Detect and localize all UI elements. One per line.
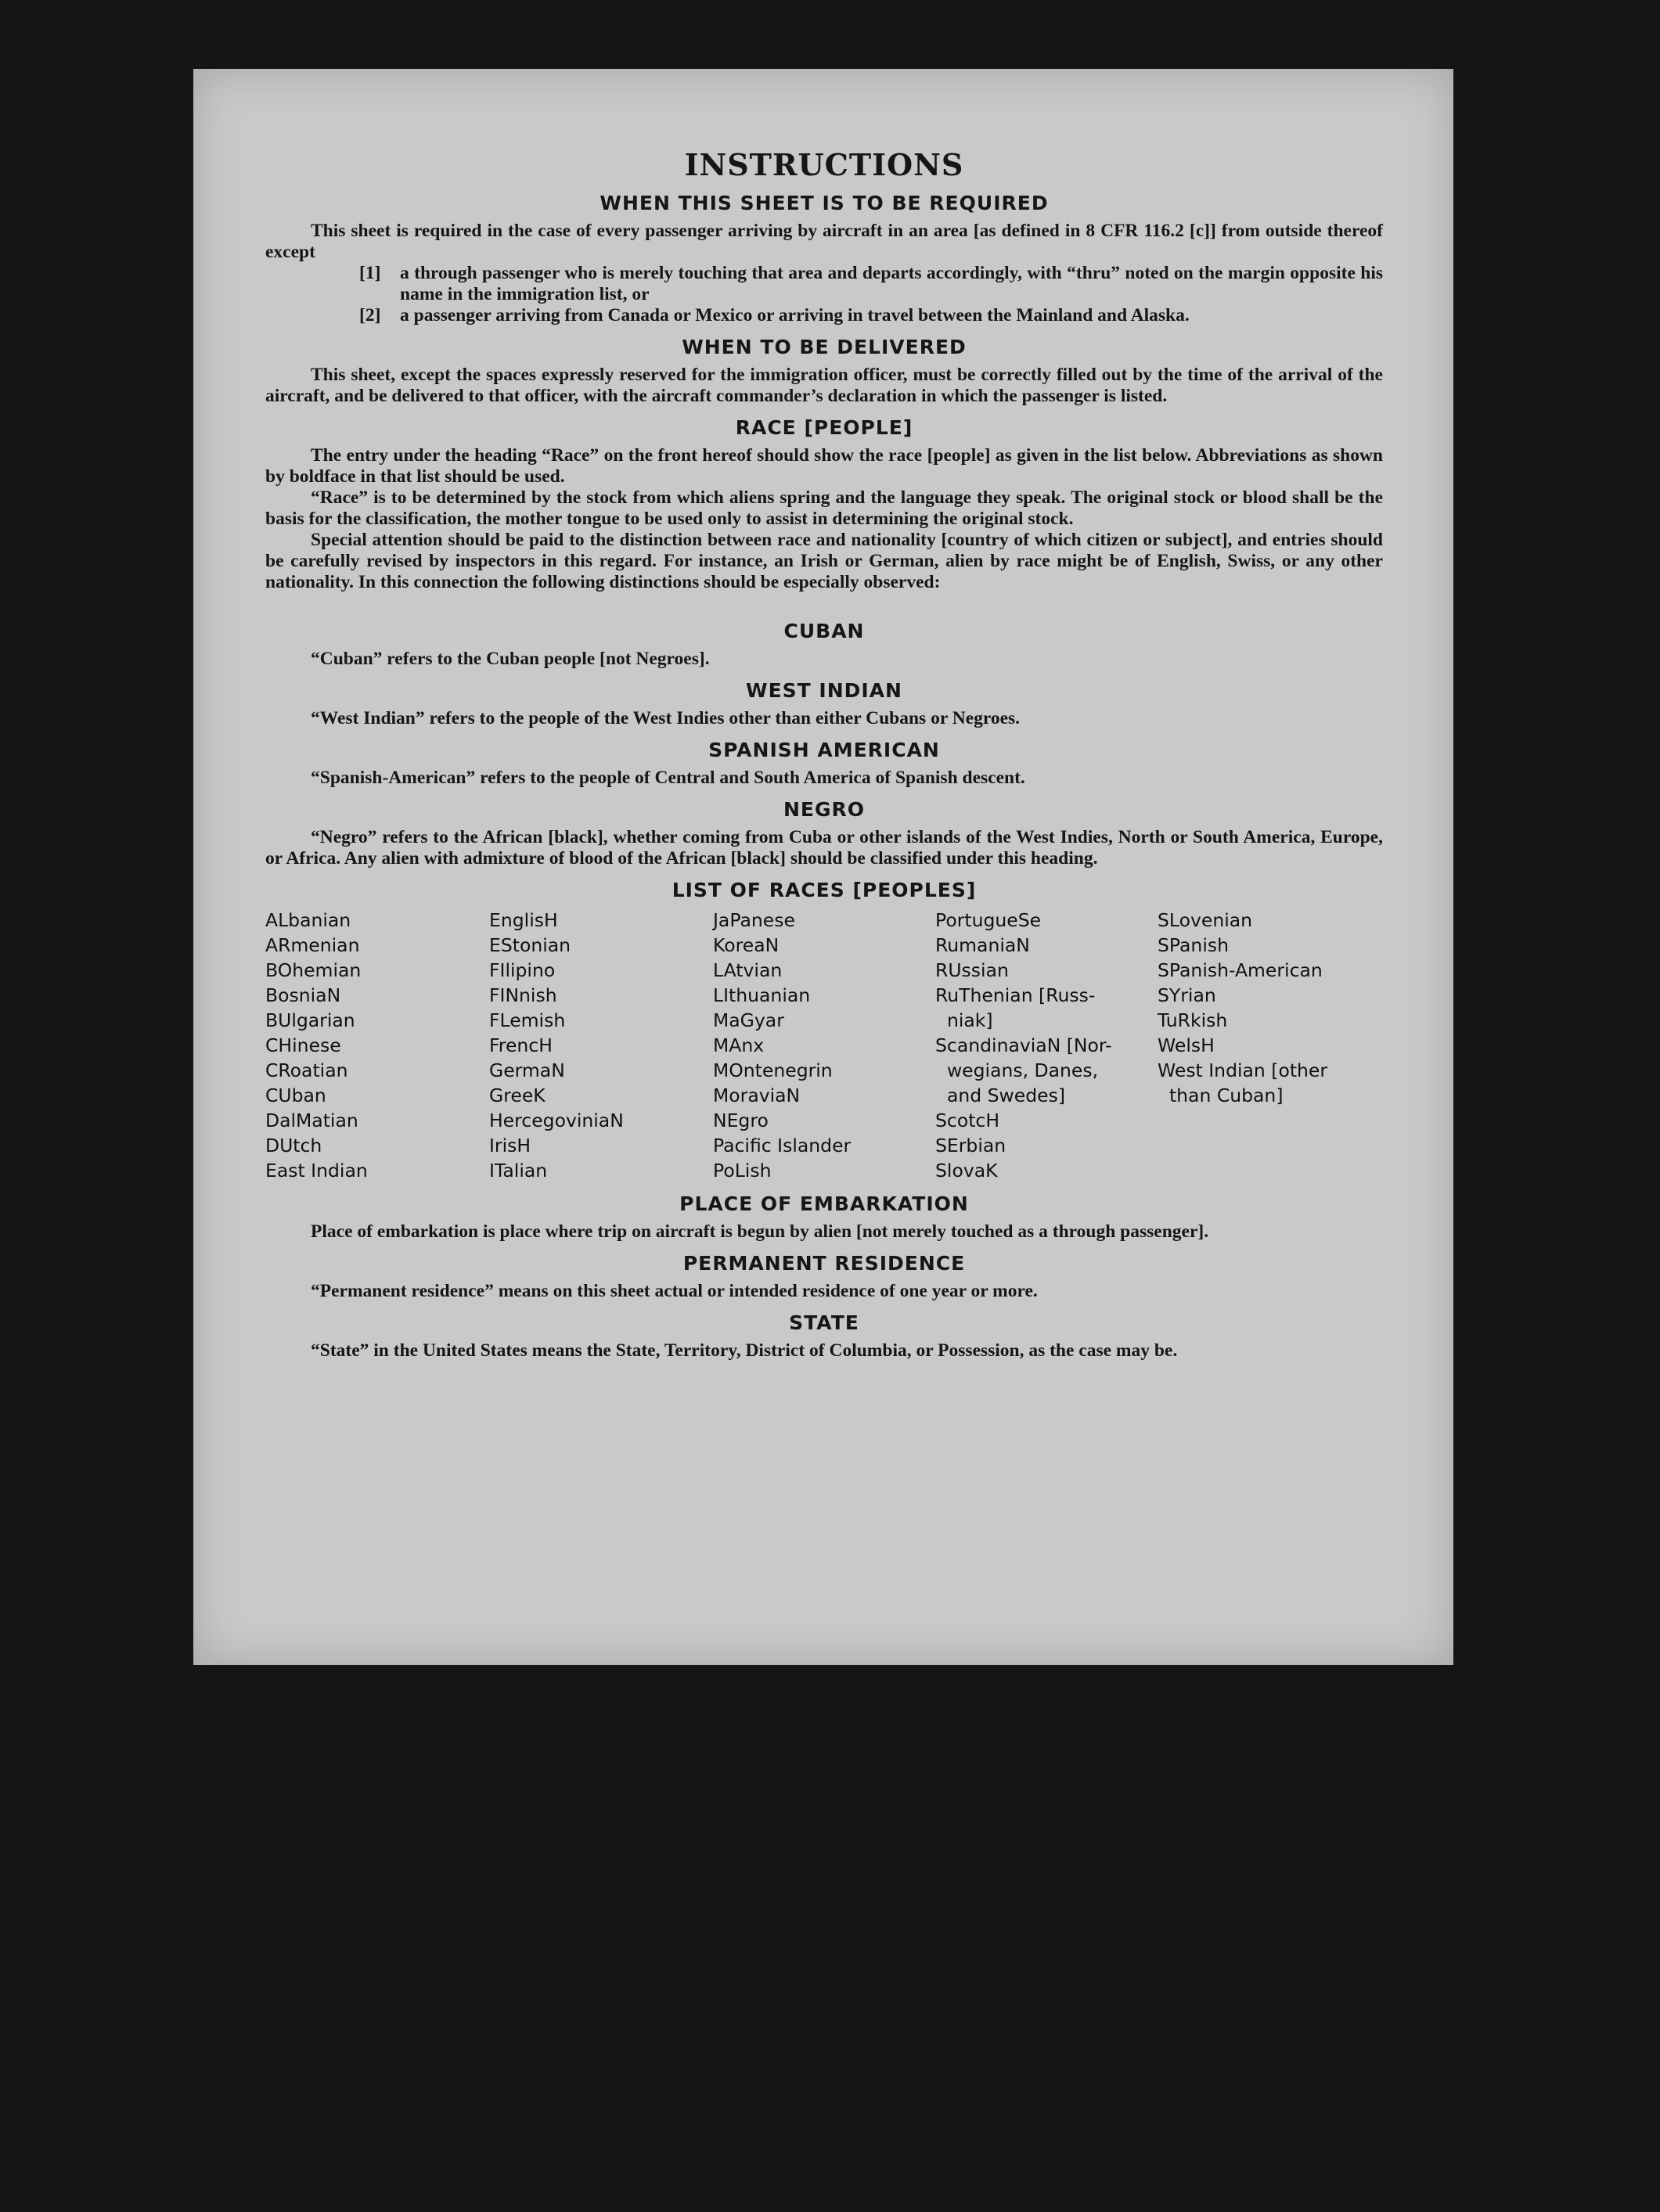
- paragraph-delivered: This sheet, except the spaces expressly reserved for the immigration officer, must be correctly filled out by the time of the arrival of the aircraft, and be delivered to that officer, with the aircraft commander’s declaration in which the passenger is listed.: [265, 365, 1383, 406]
- race-entry: WelsH: [1158, 1034, 1215, 1056]
- race-entry: JaPanese: [713, 909, 795, 931]
- race-entry: than Cuban]: [1158, 1084, 1284, 1106]
- race-entry: PoLish: [713, 1160, 772, 1182]
- race-entry: wegians, Danes,: [935, 1059, 1099, 1081]
- paragraph-required: This sheet is required in the case of every passenger arriving by aircraft in an area [as defined in 8 CFR 116.2 [c]] from outside thereof except: [265, 221, 1383, 262]
- heading-when-delivered: WHEN TO BE DELIVERED: [682, 336, 967, 358]
- race-entry: LIthuanian: [713, 984, 811, 1006]
- race-entry: GreeK: [489, 1084, 546, 1106]
- race-entry: niak]: [935, 1009, 993, 1031]
- race-entry: ARmenian: [265, 934, 360, 956]
- race-entry: FINnish: [489, 984, 557, 1006]
- race-entry: BUlgarian: [265, 1009, 355, 1031]
- paragraph-race-1: The entry under the heading “Race” on the front hereof should show the race [people] as given in the list below. Abbreviations as shown by boldface in that list should be used.: [265, 445, 1383, 487]
- race-entry: TuRkish: [1158, 1009, 1228, 1031]
- race-entry: SLovenian: [1158, 909, 1253, 931]
- paragraph-residence: “Permanent residence” means on this sheet actual or intended residence of one year or more.: [311, 1281, 1038, 1301]
- race-entry: PortugueSe: [935, 909, 1042, 931]
- race-entry: CUban: [265, 1084, 326, 1106]
- races-column: [935, 908, 1158, 1183]
- item-number: [2]: [359, 305, 381, 326]
- race-entry: MoraviaN: [713, 1084, 801, 1106]
- races-column: [713, 908, 935, 1183]
- paragraph-race-2: “Race” is to be determined by the stock from which aliens spring and the language they speak. The original stock or blood shall be the basis for the classification, the mother tongue to be used only to assist in determining the original stock.: [265, 487, 1383, 529]
- race-entry: RUssian: [935, 959, 1009, 981]
- race-entry: DUtch: [265, 1135, 322, 1156]
- list-item: [359, 305, 1383, 326]
- race-entry: SlovaK: [935, 1160, 998, 1182]
- race-entry: NEgro: [713, 1110, 769, 1131]
- races-column: [1158, 908, 1353, 1183]
- heading-cuban: CUBAN: [783, 620, 865, 642]
- race-entry: MaGyar: [713, 1009, 784, 1031]
- item-number: [1]: [359, 263, 381, 283]
- race-entry: SPanish: [1158, 934, 1229, 956]
- heading-list-of-races: LIST OF RACES [PEOPLES]: [672, 879, 977, 901]
- race-entry: GermaN: [489, 1059, 565, 1081]
- race-entry: EStonian: [489, 934, 571, 956]
- heading-west-indian: WEST INDIAN: [746, 679, 902, 702]
- race-entry: RumaniaN: [935, 934, 1030, 956]
- race-entry: IrisH: [489, 1135, 531, 1156]
- race-entry: MOntenegrin: [713, 1059, 833, 1081]
- paragraph-spanish-american: “Spanish-American” refers to the people of Central and South America of Spanish descent.: [311, 768, 1025, 788]
- paragraph-negro: “Negro” refers to the African [black], whether coming from Cuba or other islands of the West Indies, North or South America, Europe, or Africa. Any alien with admixture of blood of the African [black] should be classified under this heading.: [265, 827, 1383, 869]
- document-title: INSTRUCTIONS: [684, 147, 964, 182]
- paragraph-state: “State” in the United States means the State, Territory, District of Columbia, or Possession, as the case may be.: [311, 1340, 1178, 1361]
- race-entry: KoreaN: [713, 934, 780, 956]
- heading-residence: PERMANENT RESIDENCE: [682, 1252, 966, 1275]
- race-entry: ScandinaviaN [Nor-: [935, 1034, 1112, 1056]
- paragraph-race-3: Special attention should be paid to the distinction between race and nationality [country of which citizen or subject], and entries should be carefully revised by inspectors in this regard. For instance, an Irish or German, alien by race might be of English, Swiss, or any other nationality. In this connection the following distinctions should be especially observed:: [265, 530, 1383, 592]
- race-entry: MAnx: [713, 1034, 765, 1056]
- races-column: [489, 908, 713, 1183]
- race-entry: EnglisH: [489, 909, 558, 931]
- race-entry: ITalian: [489, 1160, 548, 1182]
- race-entry: BosniaN: [265, 984, 341, 1006]
- heading-embarkation: PLACE OF EMBARKATION: [679, 1192, 969, 1215]
- paragraph-embarkation: Place of embarkation is place where trip on aircraft is begun by alien [not merely touched as a through passenger].: [311, 1221, 1209, 1242]
- races-column: [265, 908, 489, 1183]
- race-entry: CRoatian: [265, 1059, 348, 1081]
- race-entry: SErbian: [935, 1135, 1006, 1156]
- document-page: [193, 69, 1453, 1665]
- race-entry: CHinese: [265, 1034, 341, 1056]
- heading-race: RACE [PEOPLE]: [735, 416, 913, 439]
- list-item: [359, 263, 1383, 305]
- race-entry: SPanish-American: [1158, 959, 1323, 981]
- races-list: [265, 908, 1383, 1183]
- race-entry: ALbanian: [265, 909, 351, 931]
- spacer: [265, 593, 1383, 610]
- item-text: a through passenger who is merely touching that area and departs accordingly, with “thru” noted on the margin opposite his name in the immigration list, or: [400, 263, 1383, 304]
- heading-when-required: WHEN THIS SHEET IS TO BE REQUIRED: [600, 192, 1049, 214]
- heading-state: STATE: [789, 1311, 859, 1334]
- item-text: a passenger arriving from Canada or Mexico or arriving in travel between the Mainland and Alaska.: [400, 305, 1190, 326]
- race-entry: RuThenian [Russ-: [935, 984, 1096, 1006]
- race-entry: ScotcH: [935, 1110, 1000, 1131]
- race-entry: West Indian [other: [1158, 1059, 1328, 1081]
- race-entry: and Swedes]: [935, 1084, 1066, 1106]
- race-entry: LAtvian: [713, 959, 783, 981]
- race-entry: East Indian: [265, 1160, 368, 1182]
- heading-spanish-american: SPANISH AMERICAN: [708, 739, 940, 761]
- race-entry: HercegoviniaN: [489, 1110, 624, 1131]
- race-entry: FLemish: [489, 1009, 566, 1031]
- paragraph-cuban: “Cuban” refers to the Cuban people [not Negroes].: [311, 649, 710, 669]
- race-entry: FrencH: [489, 1034, 553, 1056]
- race-entry: FIlipino: [489, 959, 556, 981]
- race-entry: SYrian: [1158, 984, 1216, 1006]
- paragraph-west-indian: “West Indian” refers to the people of the West Indies other than either Cubans or Negroes.: [311, 708, 1021, 728]
- race-entry: Pacific Islander: [713, 1135, 852, 1156]
- race-entry: DalMatian: [265, 1110, 358, 1131]
- race-entry: BOhemian: [265, 959, 362, 981]
- heading-negro: NEGRO: [783, 798, 866, 821]
